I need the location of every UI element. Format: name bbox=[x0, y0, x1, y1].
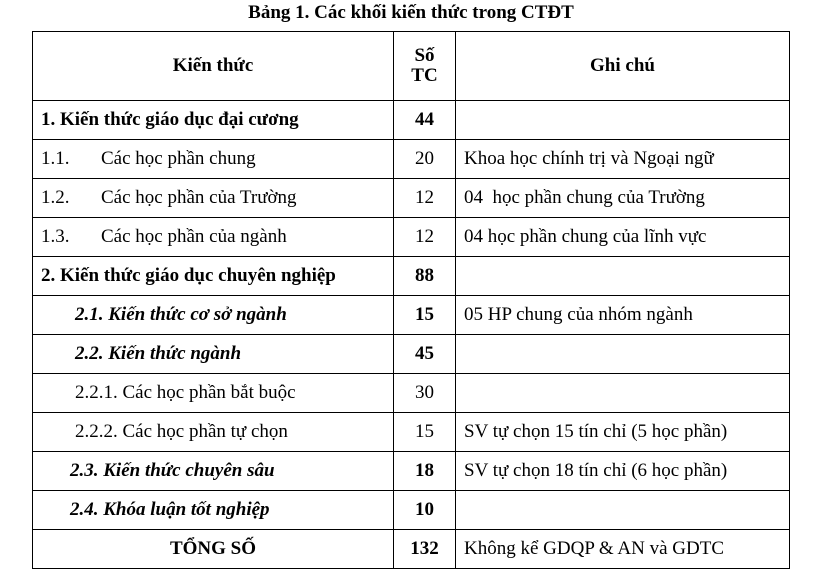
row-name bbox=[33, 140, 394, 179]
row-note bbox=[456, 374, 790, 413]
row-label: Các học phần chung bbox=[101, 148, 256, 169]
row-note bbox=[456, 257, 790, 296]
row-note bbox=[456, 335, 790, 374]
row-name: 1. Kiến thức giáo dục đại cương bbox=[33, 101, 394, 140]
row-credits: 12 bbox=[394, 218, 456, 257]
header-knowledge: Kiến thức bbox=[33, 32, 394, 101]
header-credits bbox=[394, 32, 456, 101]
table-row bbox=[33, 413, 790, 452]
table-row bbox=[33, 218, 790, 257]
row-credits: 15 bbox=[394, 296, 456, 335]
row-note bbox=[456, 101, 790, 140]
row-credits: 20 bbox=[394, 140, 456, 179]
table-caption: Bảng 1. Các khối kiến thức trong CTĐT bbox=[248, 2, 574, 23]
knowledge-blocks-table bbox=[32, 31, 790, 569]
total-note: Không kể GDQP & AN và GDTC bbox=[456, 530, 790, 569]
row-credits: 18 bbox=[394, 452, 456, 491]
row-note: Khoa học chính trị và Ngoại ngữ bbox=[456, 140, 790, 179]
row-note: SV tự chọn 18 tín chỉ (6 học phần) bbox=[456, 452, 790, 491]
row-credits: 10 bbox=[394, 491, 456, 530]
table-row bbox=[33, 179, 790, 218]
row-name bbox=[33, 218, 394, 257]
table-row bbox=[33, 140, 790, 179]
row-number: 1.2. bbox=[41, 187, 70, 208]
table-header-row bbox=[33, 32, 790, 101]
row-name bbox=[33, 179, 394, 218]
row-name: 2.4. Khóa luận tốt nghiệp bbox=[33, 491, 394, 530]
row-name: 2.1. Kiến thức cơ sở ngành bbox=[33, 296, 394, 335]
row-note: 04 học phần chung của lĩnh vực bbox=[456, 218, 790, 257]
total-row bbox=[33, 530, 790, 569]
row-name: 2.2.2. Các học phần tự chọn bbox=[33, 413, 394, 452]
table-row bbox=[33, 374, 790, 413]
row-credits: 88 bbox=[394, 257, 456, 296]
row-label: Các học phần của ngành bbox=[101, 226, 287, 247]
table-row bbox=[33, 296, 790, 335]
row-credits: 15 bbox=[394, 413, 456, 452]
row-note: 05 HP chung của nhóm ngành bbox=[456, 296, 790, 335]
total-credits: 132 bbox=[394, 530, 456, 569]
table-row bbox=[33, 101, 790, 140]
header-credits-line2: TC bbox=[411, 65, 438, 86]
row-note: SV tự chọn 15 tín chỉ (5 học phần) bbox=[456, 413, 790, 452]
header-credits-line1: Số bbox=[414, 45, 435, 66]
row-number: 1.3. bbox=[41, 226, 70, 247]
row-label: Các học phần của Trường bbox=[101, 187, 297, 208]
row-name: 2.3. Kiến thức chuyên sâu bbox=[33, 452, 394, 491]
table-row bbox=[33, 335, 790, 374]
total-label: TỔNG SỐ bbox=[33, 530, 394, 569]
row-credits: 12 bbox=[394, 179, 456, 218]
header-notes: Ghi chú bbox=[456, 32, 790, 101]
row-note bbox=[456, 491, 790, 530]
table-row bbox=[33, 491, 790, 530]
row-name: 2.2.1. Các học phần bắt buộc bbox=[33, 374, 394, 413]
table-row bbox=[33, 257, 790, 296]
row-note: 04 học phần chung của Trường bbox=[456, 179, 790, 218]
row-credits: 45 bbox=[394, 335, 456, 374]
row-credits: 44 bbox=[394, 101, 456, 140]
row-name: 2.2. Kiến thức ngành bbox=[33, 335, 394, 374]
row-number: 1.1. bbox=[41, 148, 70, 169]
row-name: 2. Kiến thức giáo dục chuyên nghiệp bbox=[33, 257, 394, 296]
table-row bbox=[33, 452, 790, 491]
row-credits: 30 bbox=[394, 374, 456, 413]
